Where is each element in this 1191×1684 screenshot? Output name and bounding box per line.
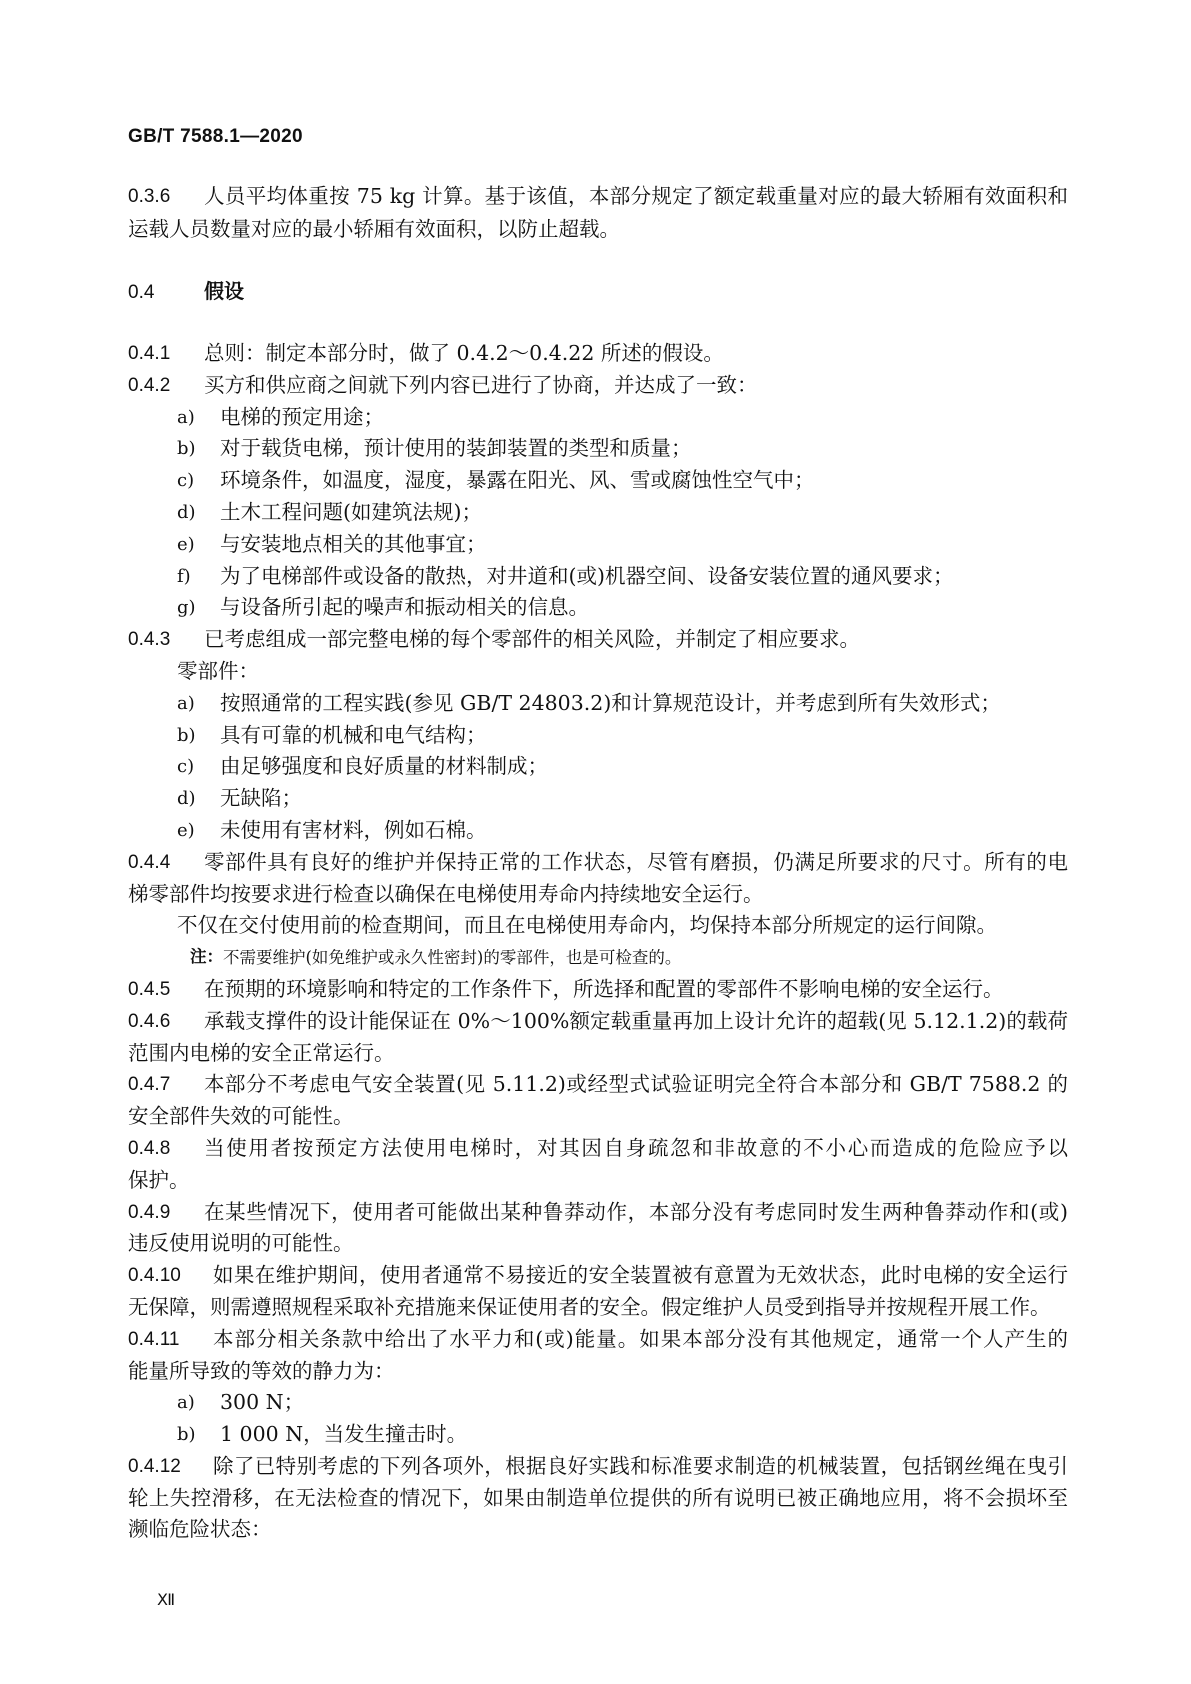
heading-line [128, 276, 1068, 309]
clause-number: 0.4.6 [128, 1010, 171, 1032]
note-label: 注： [190, 948, 223, 967]
clause-text: 保护。 [128, 1167, 190, 1192]
clause-line [128, 1038, 1068, 1070]
clause-line [128, 624, 1068, 656]
clause-0-4-8 [128, 1133, 1068, 1197]
list-item-label: b) [177, 438, 196, 460]
clause-0-4-10 [128, 1260, 1068, 1324]
list-item-label: a) [177, 1392, 195, 1414]
list-item [128, 433, 1068, 465]
list-item-text: 由足够强度和良好质量的材料制成； [220, 754, 548, 779]
clause-number: 0.4.7 [128, 1074, 171, 1096]
clause-text: 如果在维护期间，使用者通常不易接近的安全装置被有意置为无效状态，此时电梯的安全运行 [213, 1263, 1068, 1288]
clause-0-4-7 [128, 1069, 1068, 1133]
clause-line [128, 1514, 1068, 1546]
list-item-label: e) [177, 819, 195, 841]
clause-line [128, 1356, 1068, 1388]
clause-text: 承载支撑件的设计能保证在 0%～100%额定载重量再加上设计允许的超载(见 5.12.1.2)的载荷 [204, 1008, 1068, 1033]
list-item [128, 1419, 1068, 1451]
clause-line [128, 1228, 1068, 1260]
list-item-label: c) [177, 756, 195, 778]
list-item-label: g) [177, 597, 196, 619]
clause-0-4-1 [128, 338, 1068, 370]
list-item-text: 土木工程问题(如建筑法规)； [220, 499, 482, 524]
clause-0-4-6 [128, 1006, 1068, 1070]
clause-number: 0.4.9 [128, 1201, 171, 1223]
clause-number: 0.4.1 [128, 343, 171, 364]
clause-text: 总则：制定本部分时，做了 0.4.2～0.4.22 所述的假设。 [204, 341, 724, 365]
clause-text: 买方和供应商之间就下列内容已进行了协商，并达成了一致： [204, 372, 758, 397]
list-item [128, 402, 1068, 434]
clause-number: 0.4.5 [128, 978, 171, 1000]
list-item [128, 561, 1068, 593]
clause-0-4-11 [128, 1324, 1068, 1388]
clause-line [128, 1165, 1068, 1197]
note [128, 942, 1068, 974]
list-item-text: 与安装地点相关的其他事宜； [220, 531, 487, 556]
clause-number: 0.3.6 [128, 186, 171, 207]
clause-line [128, 1101, 1068, 1133]
clause-line [128, 180, 1068, 213]
clause-text: 梯零部件均按要求进行检查以确保在电梯使用寿命内持续地安全运行。 [128, 881, 764, 906]
list-item-label: b) [177, 724, 196, 746]
clause-line [128, 1006, 1068, 1038]
clause-text: 除了已特别考虑的下列各项外，根据良好实践和标准要求制造的机械装置，包括钢丝绳在曳引 [213, 1453, 1068, 1478]
clause-line [128, 1292, 1068, 1324]
clause-text: 已考虑组成一部完整电梯的每个零部件的相关风险，并制定了相应要求。 [204, 627, 860, 652]
list-item-label: f) [177, 565, 191, 587]
clause-0-4-12 [128, 1451, 1068, 1546]
list-item-text: 1 000 N，当发生撞击时。 [220, 1422, 468, 1447]
list-item [128, 720, 1068, 752]
clause-text: 在预期的环境影响和特定的工作条件下，所选择和配置的零部件不影响电梯的安全运行。 [204, 976, 1004, 1001]
clause-0-4-3 [128, 624, 1068, 656]
clause-0-4-2 [128, 370, 1068, 402]
clause-line [128, 370, 1068, 402]
clause-number: 0.4.10 [128, 1265, 181, 1287]
indented-paragraph [128, 656, 1068, 688]
clause-text: 当使用者按预定方法使用电梯时，对其因自身疏忽和非故意的不小心而造成的危险应予以 [204, 1135, 1068, 1160]
section-number: 0.4 [128, 282, 155, 303]
clause-0-4-9 [128, 1197, 1068, 1261]
list-item-label: a) [177, 692, 195, 714]
clause-0-4-4 [128, 847, 1068, 911]
clause-line [128, 338, 1068, 370]
clause-line [128, 974, 1068, 1006]
list-item-label: c) [177, 470, 195, 492]
clause-line [128, 1260, 1068, 1292]
clause-number: 0.4.8 [128, 1137, 171, 1159]
clause-number: 0.4.2 [128, 374, 171, 396]
clause-line [128, 879, 1068, 911]
list-item [128, 783, 1068, 815]
clause-line [128, 1133, 1068, 1165]
note-text: 不需要维护(如免维护或永久性密封)的零部件，也是可检查的。 [223, 948, 682, 968]
clause-text: 安全部件失效的可能性。 [128, 1104, 354, 1129]
list-item [128, 751, 1068, 783]
list-item-label: d) [177, 788, 196, 810]
clause-text: 本部分不考虑电气安全装置(见 5.11.2)或经型式试验证明完全符合本部分和 GB/T 7588.2 的 [204, 1072, 1068, 1097]
clause-number: 0.4.3 [128, 629, 171, 651]
clause-text: 人员平均体重按 75 kg 计算。基于该值，本部分规定了额定载重量对应的最大轿厢有效面积和 [204, 184, 1068, 208]
list-item [128, 592, 1068, 624]
list-item [128, 497, 1068, 529]
list-item-text: 对于载货电梯，预计使用的装卸装置的类型和质量； [220, 436, 692, 461]
clause-0-4-5 [128, 974, 1068, 1006]
list-item-label: a) [177, 406, 195, 428]
clause-line [128, 847, 1068, 879]
section-title: 假设 [204, 281, 244, 303]
paragraph-text: 零部件： [177, 658, 259, 683]
clause-line [128, 1324, 1068, 1356]
page-number: Ⅻ [157, 1592, 176, 1609]
list-item [128, 688, 1068, 720]
indented-paragraph [128, 910, 1068, 942]
list-item-text: 具有可靠的机械和电气结构； [220, 722, 487, 747]
clause-text: 范围内电梯的安全正常运行。 [128, 1040, 395, 1065]
list-item-label: b) [177, 1424, 196, 1446]
clause-line [128, 213, 1068, 246]
clause-number: 0.4.11 [128, 1328, 180, 1350]
list-item-label: d) [177, 501, 196, 523]
document-header: GB/T 7588.1—2020 [128, 126, 303, 147]
clause-text: 濒临危险状态： [128, 1517, 272, 1542]
list-item-text: 未使用有害材料，例如石棉。 [220, 817, 487, 842]
clause-text: 违反使用说明的可能性。 [128, 1231, 354, 1256]
list-item [128, 529, 1068, 561]
clause-number: 0.4.12 [128, 1455, 181, 1477]
clause-line [128, 1451, 1068, 1483]
clause-text: 轮上失控滑移，在无法检查的情况下，如果由制造单位提供的所有说明已被正确地应用，将不会损坏至 [128, 1485, 1068, 1510]
clause-text: 零部件具有良好的维护并保持正常的工作状态，尽管有磨损，仍满足所要求的尺寸。所有的电 [204, 849, 1068, 874]
clause-line [128, 1483, 1068, 1515]
clause-text: 运载人员数量对应的最小轿厢有效面积，以防止超载。 [128, 217, 620, 241]
list-item [128, 815, 1068, 847]
clause-text: 本部分相关条款中给出了水平力和(或)能量。如果本部分没有其他规定，通常一个人产生的 [213, 1326, 1068, 1351]
list-item-text: 电梯的预定用途； [220, 404, 384, 429]
list-item-text: 按照通常的工程实践(参见 GB/T 24803.2)和计算规范设计，并考虑到所有失效形式； [220, 690, 1001, 715]
clause-text: 能量所导致的等效的静力为： [128, 1358, 395, 1383]
list-item-text: 为了电梯部件或设备的散热，对井道和(或)机器空间、设备安装位置的通风要求； [220, 563, 954, 588]
paragraph-text: 不仅在交付使用前的检查期间，而且在电梯使用寿命内，均保持本部分所规定的运行间隙。 [177, 913, 997, 938]
list-item-label: e) [177, 533, 195, 555]
clause-text: 在某些情况下，使用者可能做出某种鲁莽动作，本部分没有考虑同时发生两种鲁莽动作和(或) [204, 1199, 1068, 1224]
list-item [128, 1387, 1068, 1419]
list-item-text: 300 N； [220, 1390, 305, 1415]
clause-0-3-6 [128, 180, 1068, 246]
clause-line [128, 1197, 1068, 1229]
list-item [128, 465, 1068, 497]
list-item-text: 与设备所引起的噪声和振动相关的信息。 [220, 595, 589, 620]
assumptions-body [128, 338, 1068, 1546]
section-heading [128, 276, 1068, 309]
clause-text: 无保障，则需遵照规程采取补充措施来保证使用者的安全。假定维护人员受到指导并按规程开展工作。 [128, 1294, 1051, 1319]
list-item-text: 环境条件，如温度，湿度，暴露在阳光、风、雪或腐蚀性空气中； [220, 468, 815, 493]
clause-number: 0.4.4 [128, 851, 171, 873]
clause-line [128, 1069, 1068, 1101]
list-item-text: 无缺陷； [220, 786, 302, 811]
